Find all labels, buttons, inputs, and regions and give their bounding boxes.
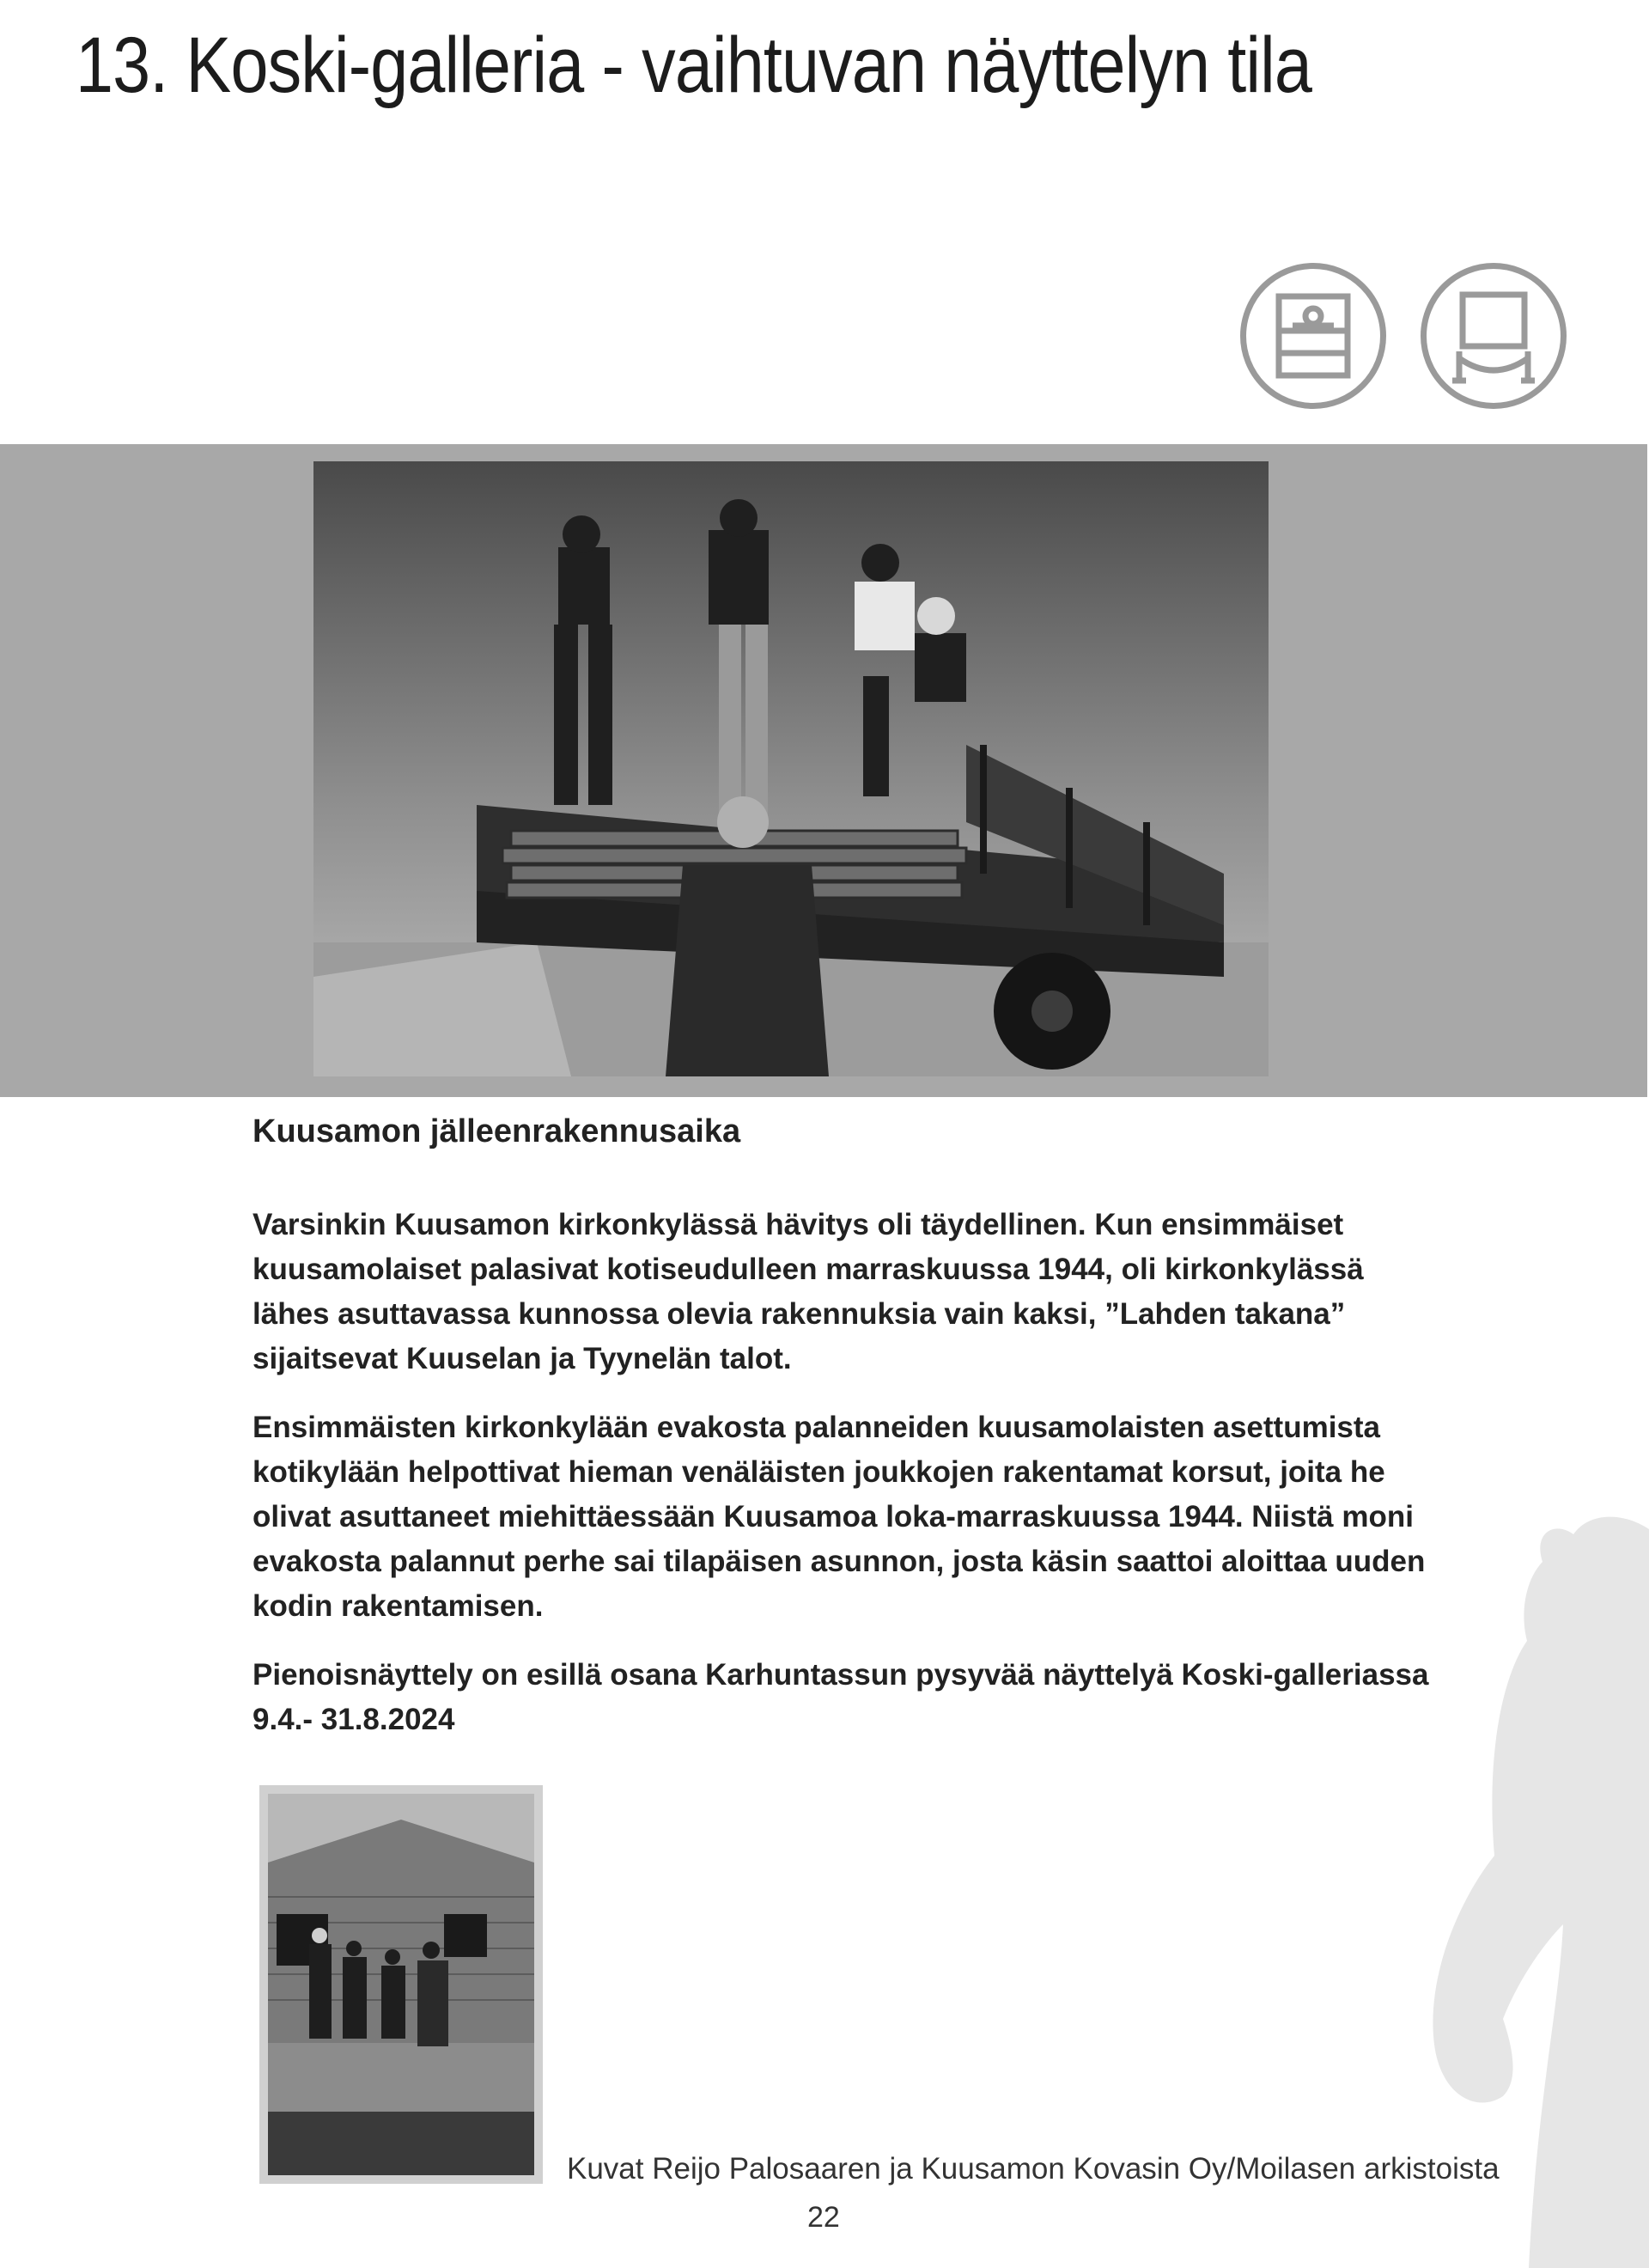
article-body bbox=[253, 1203, 1438, 1766]
exhibition-case-icon bbox=[1240, 263, 1386, 409]
page-title: 13. Koski-galleria - vaihtuvan näyttelyn tila bbox=[76, 21, 1311, 109]
paragraph-1: Varsinkin Kuusamon kirkonkylässä hävitys oli täydellinen. Kun ensimmäiset kuusamolaiset palasivat kotiseudulleen marraskuussa 1944, oli kirkonkylässä lähes asuttavassa kunnossa olevia rakennuksia vain kaksi, ”Lahden takana” sijaitsevat Kuuselan ja Tyynelän talot. bbox=[253, 1208, 1364, 1375]
article-heading: Kuusamon jälleenrakennusaika bbox=[253, 1113, 741, 1149]
paragraph-2: Ensimmäisten kirkonkylään evakosta palanneiden kuusamolaisten asettumista kotikylään helpottivat hieman venäläisten joukkojen rakentamat korsut, joita he olivat asuttaneet miehittäessään Kuusamoa loka-marraskuussa 1944. Niistä moni evakosta palannut perhe sai tilapäisen asunnon, josta käsin saattoi aloittaa uuden kodin rakentamisen. bbox=[253, 1411, 1426, 1623]
exhibition-rope-barrier-icon bbox=[1421, 263, 1567, 409]
main-photo bbox=[313, 461, 1269, 1076]
paragraph-3: Pienoisnäyttely on esillä osana Karhuntassun pysyvää näyttelyä Koski-galleriassa 9.4.- 31.8.2024 bbox=[253, 1658, 1429, 1736]
photo-credit: Kuvat Reijo Palosaaren ja Kuusamon Kovasin Oy/Moilasen arkistoista bbox=[567, 2152, 1500, 2186]
page-number: 22 bbox=[807, 2201, 840, 2234]
small-photo bbox=[259, 1785, 543, 2184]
